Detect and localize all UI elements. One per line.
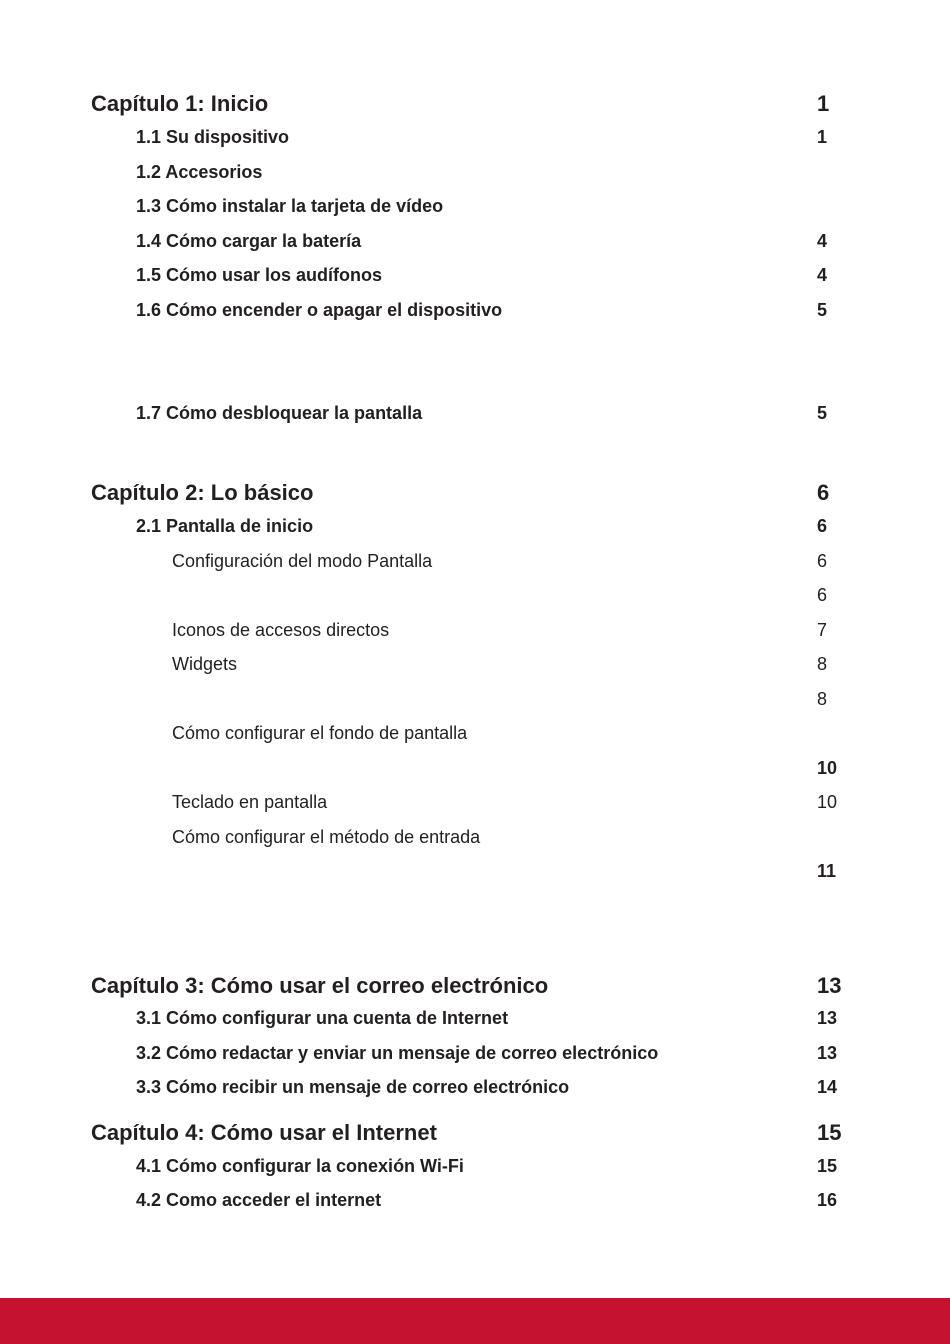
toc-section-1-4-page: 4 [817,231,828,251]
toc-section-3-2-title[interactable]: 3.2 Cómo redactar y enviar un mensaje de correo electrónico [136,1043,659,1063]
footer-color-bar [0,1298,950,1344]
toc-section-3-3-page: 14 [817,1077,838,1097]
toc-section-1-7-title[interactable]: 1.7 Cómo desbloquear la pantalla [136,403,423,423]
toc-section-4-2-page: 16 [817,1190,838,1210]
toc-sub-iconos-page: 7 [817,620,828,640]
toc-sub-teclado-page: 10 [817,792,838,812]
toc-section-1-2-title[interactable]: 1.2 Accesorios [136,162,263,182]
toc-chapter-3-title[interactable]: Capítulo 3: Cómo usar el correo electrónico [91,973,549,998]
toc-sub-modo-pantalla-page: 6 [817,551,828,571]
toc-section-1-1-page: 1 [817,127,828,147]
toc-chapter-4-page: 15 [817,1120,842,1145]
toc-sub-teclado-title[interactable]: Teclado en pantalla [172,792,328,812]
toc-section-3-3-title[interactable]: 3.3 Cómo recibir un mensaje de correo electrónico [136,1077,570,1097]
toc-chapter-2-page: 6 [817,480,830,505]
toc-sub-metodo-title[interactable]: Cómo configurar el método de entrada [172,827,481,847]
toc-sub-modo-pantalla-title[interactable]: Configuración del modo Pantalla [172,551,433,571]
toc-section-4-1-title[interactable]: 4.1 Cómo configurar la conexión Wi-Fi [136,1156,464,1176]
toc-chapter-1-page: 1 [817,91,830,116]
toc-section-2-1-title[interactable]: 2.1 Pantalla de inicio [136,516,314,536]
toc-chapter-4-title[interactable]: Capítulo 4: Cómo usar el Internet [91,1120,437,1145]
toc-chapter-3-page: 13 [817,973,842,998]
toc-orphan-page-number: 8 [817,689,828,709]
toc-orphan-page-number: 10 [817,758,838,778]
toc-section-1-1-title[interactable]: 1.1 Su dispositivo [136,127,290,147]
toc-section-1-5-page: 4 [817,265,828,285]
toc-section-3-2-page: 13 [817,1043,838,1063]
toc-section-1-6-title[interactable]: 1.6 Cómo encender o apagar el dispositivo [136,300,503,320]
toc-sub-widgets-title[interactable]: Widgets [172,654,238,674]
toc-chapter-2-title[interactable]: Capítulo 2: Lo básico [91,480,314,505]
toc-section-1-3-title[interactable]: 1.3 Cómo instalar la tarjeta de vídeo [136,196,444,216]
toc-section-4-1-page: 15 [817,1156,838,1176]
toc-orphan-page-number: 6 [817,585,828,605]
toc-section-1-5-title[interactable]: 1.5 Cómo usar los audífonos [136,265,383,285]
toc-sub-iconos-title[interactable]: Iconos de accesos directos [172,620,390,640]
toc-section-3-1-title[interactable]: 3.1 Cómo configurar una cuenta de Internet [136,1008,509,1028]
toc-sub-widgets-page: 8 [817,654,828,674]
toc-section-1-7-page: 5 [817,403,828,423]
toc-section-1-6-page: 5 [817,300,828,320]
toc-section-1-4-title[interactable]: 1.4 Cómo cargar la batería [136,231,362,251]
toc-orphan-page-number: 11 [817,861,837,881]
toc-section-3-1-page: 13 [817,1008,838,1028]
toc-section-2-1-page: 6 [817,516,828,536]
toc-chapter-1-title[interactable]: Capítulo 1: Inicio [91,91,269,116]
toc-section-4-2-title[interactable]: 4.2 Como acceder el internet [136,1190,382,1210]
toc-sub-fondo-title[interactable]: Cómo configurar el fondo de pantalla [172,723,468,743]
